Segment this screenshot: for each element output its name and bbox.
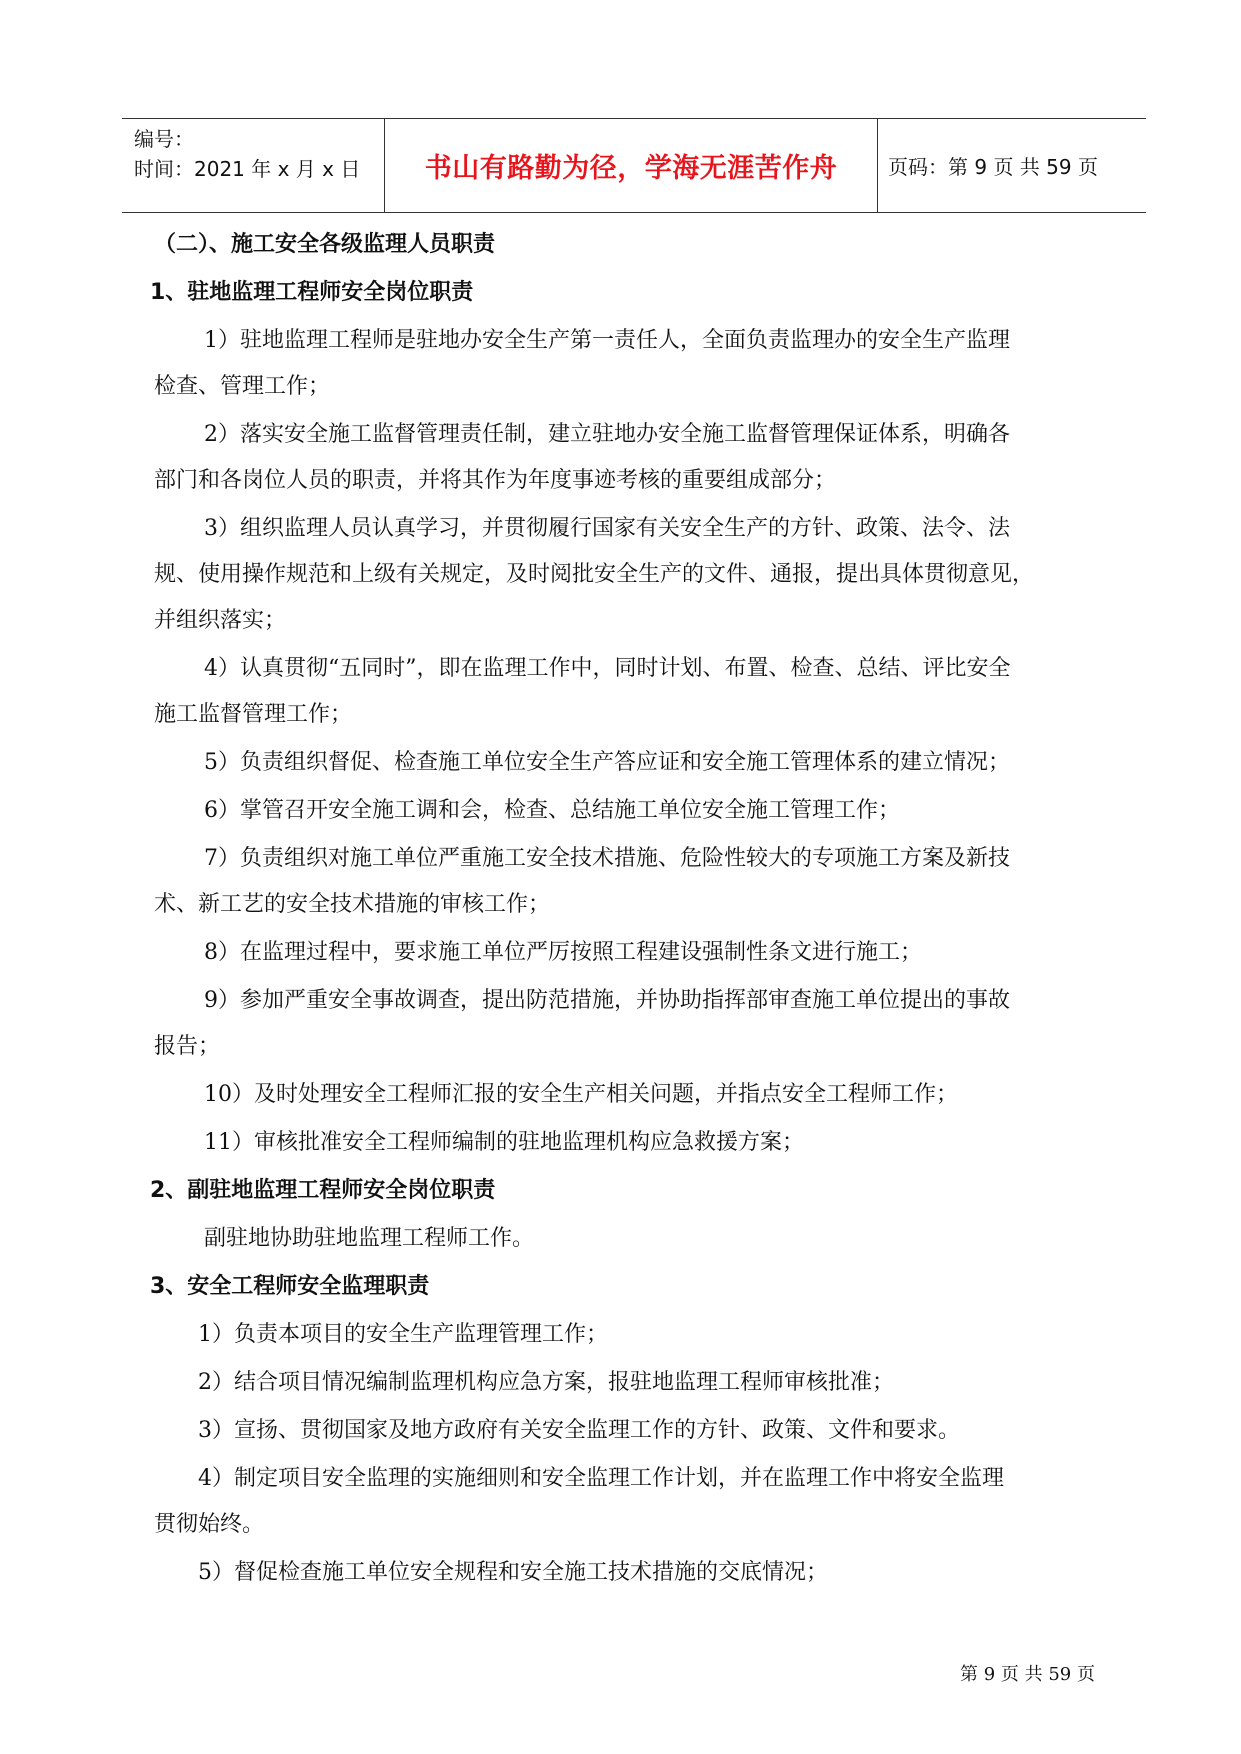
paragraph-line: 2）结合项目情况编制监理机构应急方案，报驻地监理工程师审核批准； bbox=[198, 1370, 894, 1395]
paragraph-line: 1）负责本项目的安全生产监理管理工作； bbox=[198, 1322, 608, 1347]
paragraph-line: 副驻地协助驻地监理工程师工作。 bbox=[204, 1226, 535, 1251]
paragraph-line: 7）负责组织对施工单位严重施工安全技术措施、危险性较大的专项施工方案及新技 bbox=[204, 846, 1010, 871]
paragraph-line: 3）宣扬、贯彻国家及地方政府有关安全监理工作的方针、政策、文件和要求。 bbox=[198, 1418, 960, 1443]
page-code: 页码：第 9 页 共 59 页 bbox=[888, 155, 1098, 179]
sub2-title: 2、副驻地监理工程师安全岗位职责 bbox=[150, 1178, 496, 1203]
paragraph-line: 4）认真贯彻“五同时”，即在监理工作中，同时计划、布置、检查、总结、评比安全 bbox=[204, 656, 1011, 681]
page-footer: 第 9 页 共 59 页 bbox=[960, 1664, 1095, 1685]
paragraph-line: 术、新工艺的安全技术措施的审核工作； bbox=[154, 892, 551, 917]
paragraph-line: 11）审核批准安全工程师编制的驻地监理机构应急救援方案； bbox=[204, 1130, 804, 1155]
paragraph-line: 2）落实安全施工监督管理责任制，建立驻地办安全施工监督管理保证体系，明确各 bbox=[204, 422, 1010, 447]
paragraph-line: 4）制定项目安全监理的实施细则和安全监理工作计划，并在监理工作中将安全监理 bbox=[198, 1466, 1004, 1491]
paragraph-line: 10）及时处理安全工程师汇报的安全生产相关问题，并指点安全工程师工作； bbox=[204, 1082, 958, 1107]
sub3-title: 3、安全工程师安全监理职责 bbox=[150, 1274, 430, 1299]
paragraph-line: 施工监督管理工作； bbox=[154, 702, 353, 727]
paragraph-line: 部门和各岗位人员的职责，并将其作为年度事迹考核的重要组成部分； bbox=[154, 468, 837, 493]
code-label: 编号： bbox=[134, 127, 194, 151]
paragraph-line: 检查、管理工作； bbox=[154, 374, 331, 399]
paragraph-line: 3）组织监理人员认真学习，并贯彻履行国家有关安全生产的方针、政策、法令、法 bbox=[204, 516, 1010, 541]
paragraph-line: 5）负责组织督促、检查施工单位安全生产答应证和安全施工管理体系的建立情况； bbox=[204, 750, 1010, 775]
paragraph-line: 贯彻始终。 bbox=[154, 1512, 265, 1537]
header-table bbox=[122, 118, 1146, 213]
paragraph-line: 报告； bbox=[154, 1034, 221, 1059]
paragraph-line: 1）驻地监理工程师是驻地办安全生产第一责任人，全面负责监理办的安全生产监理 bbox=[204, 328, 1010, 353]
paragraph-line: 8）在监理过程中，要求施工单位严厉按照工程建设强制性条文进行施工； bbox=[204, 940, 922, 965]
header-right-cell bbox=[878, 119, 1146, 212]
sub1-title: 1、驻地监理工程师安全岗位职责 bbox=[150, 280, 474, 305]
motto: 书山有路勤为径，学海无涯苦作舟 bbox=[424, 153, 838, 184]
header-motto-cell bbox=[384, 119, 878, 212]
paragraph-line: 规、使用操作规范和上级有关规定，及时阅批安全生产的文件、通报，提出具体贯彻意见， bbox=[154, 562, 1035, 587]
header-left-cell bbox=[122, 119, 384, 212]
paragraph-line: 5）督促检查施工单位安全规程和安全施工技术措施的交底情况； bbox=[198, 1560, 828, 1585]
paragraph-line: 6）掌管召开安全施工调和会，检查、总结施工单位安全施工管理工作； bbox=[204, 798, 900, 823]
paragraph-line: 9）参加严重安全事故调查，提出防范措施，并协助指挥部审查施工单位提出的事故 bbox=[204, 988, 1010, 1013]
paragraph-line: 并组织落实； bbox=[154, 608, 287, 633]
time-label: 时间：2021 年 x 月 x 日 bbox=[134, 157, 361, 181]
section-title: （二）、施工安全各级监理人员职责 bbox=[154, 232, 496, 257]
